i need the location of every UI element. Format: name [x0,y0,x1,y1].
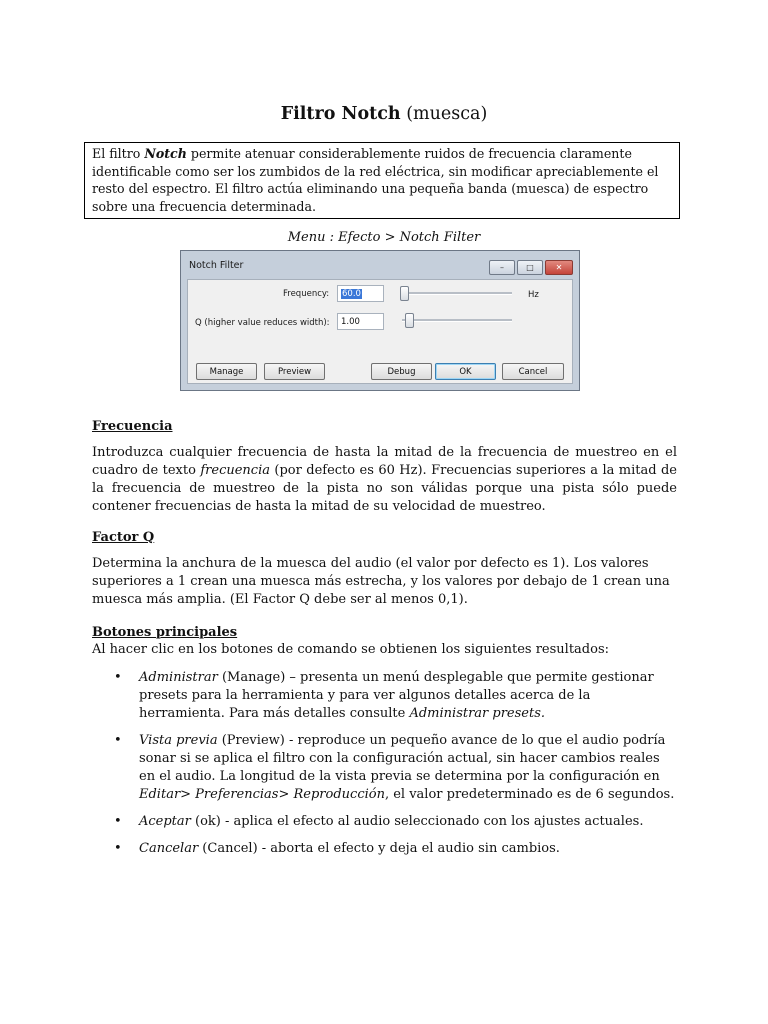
item-term: Vista previa [139,733,218,748]
dialog-titlebar [181,251,579,279]
intro-text-1: El filtro [92,146,145,161]
bullet-marker: • [114,733,122,748]
frequency-input[interactable] [337,285,384,302]
title-bold: Filtro Notch [280,104,401,124]
frecuencia-text-1: Introduzca cualquier frecuencia de hasta la mitad de la frecuencia de muestreo en el cuadro de texto [92,445,677,478]
item-text: (Manage) – presenta un menú desplegable que permite gestionar presets para la herramienta y para ver algunos detalles acerca de la herramienta. Para más detalles consulte [139,670,654,721]
heading-frecuencia: Frecuencia [92,419,173,434]
item-term: Aceptar [139,814,191,829]
list-item [92,732,677,804]
bullet-marker: • [114,670,122,685]
preview-button[interactable]: Preview [264,363,325,380]
frequency-label: Frequency: [283,289,330,299]
intro-notch-term: Notch [144,146,187,161]
q-slider-track[interactable] [402,319,512,322]
list-item [92,840,677,858]
frequency-slider-thumb[interactable] [400,286,409,301]
minimize-button[interactable]: – [489,260,515,275]
debug-button[interactable]: Debug [371,363,432,380]
figure-caption: Menu : Efecto > Notch Filter [287,230,481,245]
frequency-value: 60.0 [342,289,361,299]
title-rest: (muesca) [400,104,488,124]
frecuencia-text-2: (por defecto es 60 Hz). Frecuencias superiores a la mitad de la frecuencia de muestreo de la pista no son válidas porque una pista sólo puede contener frecuencias de hasta la mitad de su velocidad de muestreo. [92,463,677,514]
page-title [0,104,768,124]
maximize-button[interactable]: □ [517,260,543,275]
intro-box [84,142,680,219]
item-text-2: , el valor predeterminado es de 6 segundos. [384,787,675,802]
item-text: (Cancel) - aborta el efecto y deja el audio sin cambios. [198,841,560,856]
list-item [92,813,677,831]
close-button[interactable]: ✕ [545,260,573,275]
frecuencia-em: frecuencia [200,463,270,478]
item-term: Administrar [139,670,218,685]
buttons-list [92,669,677,867]
q-label: Q (higher value reduces width): [195,318,330,328]
cancel-button[interactable]: Cancel [502,363,564,380]
item-term: Cancelar [139,841,199,856]
item-text: (ok) - aplica el efecto al audio seleccionado con los ajustes actuales. [190,814,644,829]
item-path-term: Editar> Preferencias> Reproducción [139,787,385,802]
dialog-title: Notch Filter [189,260,244,271]
paragraph-botones-intro: Al hacer clic en los botones de comando se obtienen los siguientes resultados: [92,642,610,657]
heading-factor-q: Factor Q [92,530,155,545]
ok-button[interactable]: OK [435,363,496,380]
bullet-marker: • [114,841,122,856]
frequency-unit: Hz [528,290,539,300]
q-input[interactable]: 1.00 [337,313,384,330]
intro-text-2: permite atenuar considerablemente ruidos de frecuencia claramente identificable como ser los zumbidos de la red eléctrica, sin modificar apreciablemente el resto del espectro. El filtro actúa eliminando una pequeña banda (muesca) de espectro sobre una frecuencia determinada. [92,146,659,214]
list-item [92,669,677,723]
manage-button[interactable]: Manage [196,363,257,380]
heading-botones: Botones principales [92,625,238,640]
paragraph-factor-q: Determina la anchura de la muesca del audio (el valor por defecto es 1). Los valores superiores a 1 crean una muesca más estrecha, y los valores por debajo de 1 crean una muesca más amplia. (El Factor Q debe ser al menos 0,1). [92,556,670,607]
item-link-term: Administrar presets. [409,706,546,721]
dialog-body [187,279,573,384]
bullet-marker: • [114,814,122,829]
item-text: (Preview) - reproduce un pequeño avance de lo que el audio podría sonar si se aplica el filtro con la configuración actual, sin hacer cambios reales en el audio. La longitud de la vista previa se determina por la configuración en [139,733,666,784]
q-slider-thumb[interactable] [405,313,414,328]
notch-filter-dialog [180,250,580,391]
paragraph-frecuencia [92,444,677,516]
frequency-slider-track[interactable] [402,292,512,295]
